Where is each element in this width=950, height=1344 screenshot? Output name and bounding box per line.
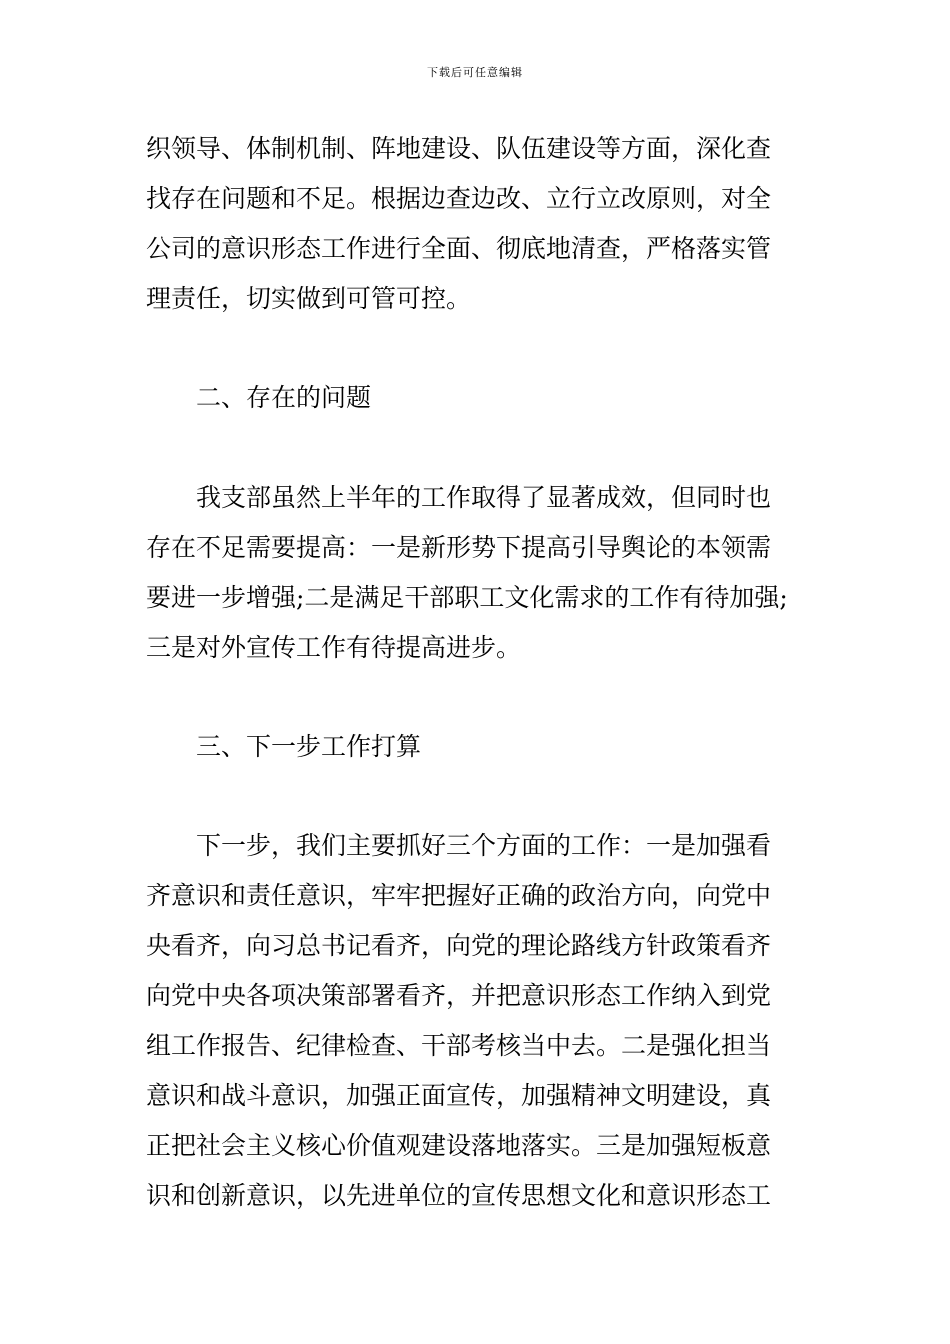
body-line: 齐意识和责任意识，牢牢把握好正确的政治方向，向党中 [146,881,772,910]
page-header-note: 下载后可任意编辑 [427,66,523,79]
body-line: 三是对外宣传工作有待提高进步。 [146,633,522,662]
body-line: 识和创新意识，以先进单位的宣传思想文化和意识形态工 [146,1181,772,1210]
body-line: 找存在问题和不足。根据边查边改、立行立改原则，对全 [146,184,772,213]
body-line: 组工作报告、纪律检查、干部考核当中去。二是强化担当 [146,1031,772,1060]
body-line: 理责任，切实做到可管可控。 [146,284,472,313]
body-line: 央看齐，向习总书记看齐，向党的理论路线方针政策看齐 [146,931,772,960]
body-line: 正把社会主义核心价值观建设落地落实。三是加强短板意 [146,1131,772,1160]
body-line: 我支部虽然上半年的工作取得了显著成效，但同时也 [196,483,772,512]
section-heading: 三、下一步工作打算 [196,732,422,761]
body-line: 织领导、体制机制、阵地建设、队伍建设等方面，深化查 [146,134,772,163]
section-heading: 二、存在的问题 [196,383,372,412]
body-line: 要进一步增强;二是满足干部职工文化需求的工作有待加强; [146,583,788,612]
body-line: 下一步，我们主要抓好三个方面的工作：一是加强看 [196,831,772,860]
body-line: 公司的意识形态工作进行全面、彻底地清查，严格落实管 [146,234,772,263]
body-line: 意识和战斗意识，加强正面宣传，加强精神文明建设，真 [146,1081,772,1110]
body-line: 存在不足需要提高：一是新形势下提高引导舆论的本领需 [146,533,772,562]
body-line: 向党中央各项决策部署看齐，并把意识形态工作纳入到党 [146,981,772,1010]
